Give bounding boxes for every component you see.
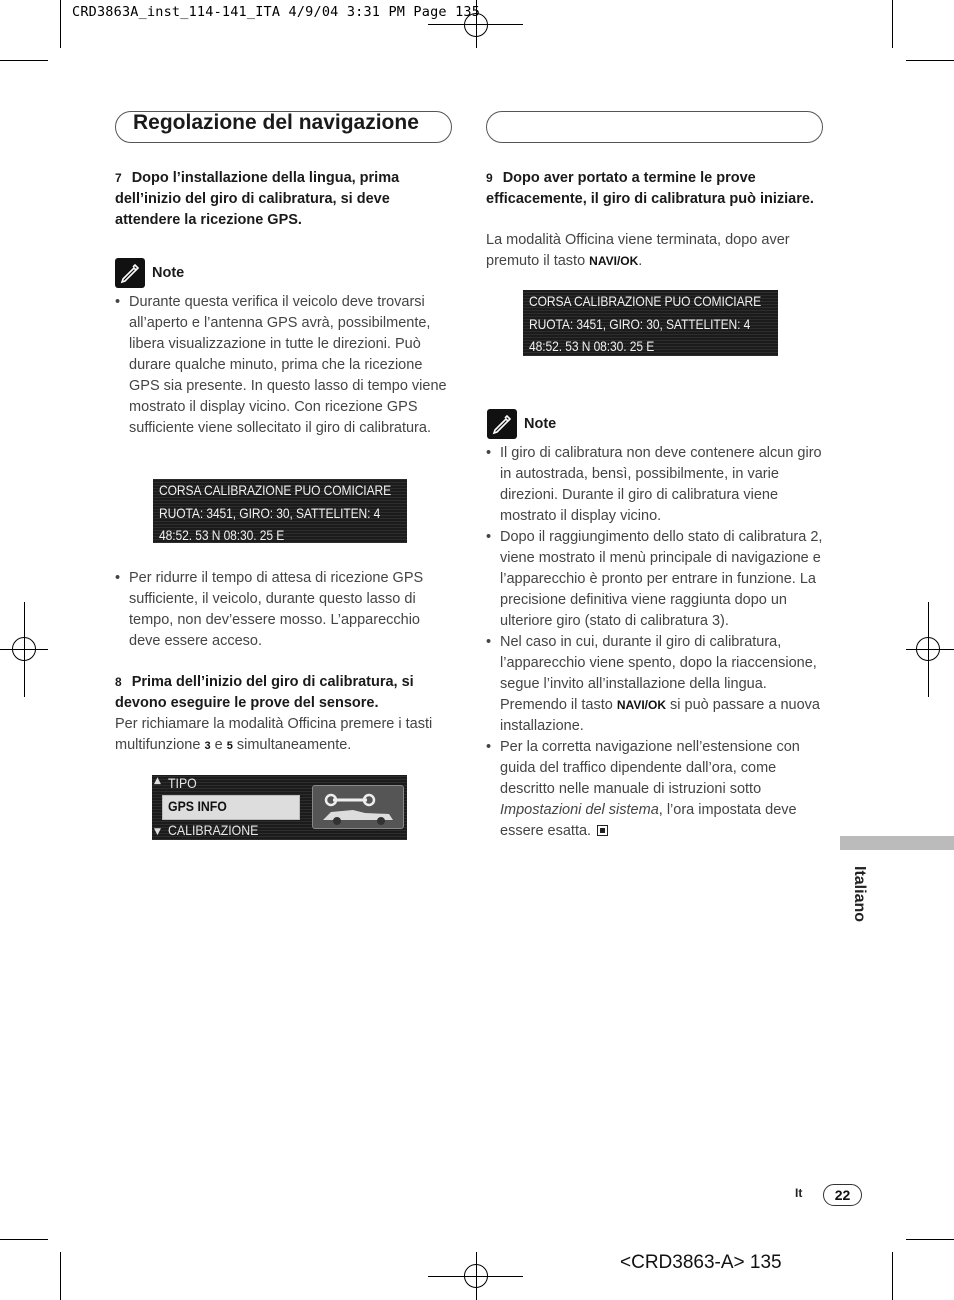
- arrow-down-icon: ▼: [154, 827, 161, 837]
- note-header: [115, 258, 184, 288]
- menu-display: [152, 775, 407, 840]
- step-9-body: La modalità Officina viene terminata, dopo aver premuto il tasto NAVI/OK.: [486, 232, 790, 269]
- lcd-line: RUOTA: 3451, GIRO: 30, SATTELITEN: 4: [529, 315, 751, 332]
- step-9: [486, 168, 826, 210]
- note-header: [487, 409, 556, 439]
- note-list: [115, 568, 455, 652]
- list-item: • Per ridurre il tempo di attesa di ricezione GPS sufficiente, il veicolo, durante questo lasso di tempo, non dev’essere mosso. L’apparecchio deve essere acceso.: [115, 568, 455, 652]
- key-navi-ok: NAVI/OK: [589, 254, 639, 268]
- lcd-display-1: [153, 479, 407, 543]
- crop-mark: [892, 0, 893, 48]
- menu-item-tipo: TIPO: [168, 775, 197, 791]
- page-number: 22: [823, 1184, 862, 1206]
- step-8: [115, 672, 460, 714]
- menu-item-selected: GPS INFO: [162, 795, 300, 820]
- footer-code: <CRD3863-A> 135: [620, 1252, 782, 1273]
- lcd-line: RUOTA: 3451, GIRO: 30, SATTELITEN: 4: [159, 504, 381, 521]
- crop-mark: [0, 1239, 48, 1240]
- menu-item-calibrazione: CALIBRAZIONE: [168, 822, 259, 838]
- step-8-body: Per richiamare la modalità Officina premere i tasti multifunzione 3 e 5 simultaneamente.: [115, 716, 433, 753]
- crop-mark: [60, 1252, 61, 1300]
- list-item: • Dopo il raggiungimento dello stato di calibratura 2, viene mostrato il menù principale di navigazione e l’apparecchio è pronto per entrare in funzione. La precisione definitiva viene raggiunta dopo un ulteriore giro (stato di calibratura 3).: [486, 527, 826, 632]
- lcd-line: CORSA CALIBRAZIONE PUO COMICIARE: [529, 293, 762, 309]
- list-item: • Il giro di calibratura non deve contenere alcun giro in autostrada, bensì, possibilmente, in varie direzioni. Durante il giro di calibratura viene mostrato il display vicino.: [486, 443, 826, 527]
- step-number: 7: [115, 171, 122, 185]
- note-pencil-icon: [487, 409, 517, 439]
- slug-line: CRD3863A_inst_114-141_ITA 4/9/04 3:31 PM Page 135: [72, 4, 481, 20]
- note-pencil-icon: [115, 258, 145, 288]
- note-list: [486, 443, 826, 842]
- wrench-car-icon: [312, 785, 404, 829]
- note-list: [115, 292, 455, 439]
- lcd-line: CORSA CALIBRAZIONE PUO COMICIARE: [159, 482, 392, 498]
- step-7: [115, 168, 455, 231]
- language-label: Italiano: [851, 866, 868, 923]
- language-tab: [840, 836, 954, 850]
- section-title: Regolazione del navigazione: [133, 111, 419, 134]
- step-text: Dopo aver portato a termine le prove efficacemente, il giro di calibratura può iniziare.: [486, 170, 814, 207]
- crop-mark: [906, 60, 954, 61]
- step-number: 9: [486, 171, 493, 185]
- arrow-up-icon: ▲: [154, 776, 161, 786]
- note-label: Note: [152, 265, 185, 281]
- key-5: 5: [226, 740, 233, 752]
- crop-mark: [0, 60, 48, 61]
- lcd-line: 48:52. 53 N 08:30. 25 E: [529, 338, 655, 354]
- list-item: • Per la corretta navigazione nell’estensione con guida del traffico dipendente dall’ora, come descritto nelle manuale di istruzioni sotto Impostazioni del sistema, l’ora impostata deve essere esatta.: [486, 737, 826, 842]
- note-label: Note: [524, 416, 557, 432]
- step-number: 8: [115, 675, 122, 689]
- list-item: • Nel caso in cui, durante il giro di calibratura, l’apparecchio viene spento, dopo la riaccensione, segue l’invito all’installazione della lingua. Premendo il tasto NAVI/OK si può passare a nuova installazione.: [486, 632, 826, 737]
- key-3: 3: [204, 740, 211, 752]
- crop-mark: [892, 1252, 893, 1300]
- crop-mark: [906, 1239, 954, 1240]
- language-code: It: [795, 1186, 803, 1200]
- key-navi-ok: NAVI/OK: [616, 698, 666, 712]
- step-text: Prima dell’inizio del giro di calibratura, si devono eseguire le prove del sensore.: [115, 674, 414, 711]
- end-square-icon: [597, 825, 608, 836]
- lcd-display-2: [523, 290, 778, 356]
- list-item: • Durante questa verifica il veicolo deve trovarsi all’aperto e l’antenna GPS avrà, possibilmente, libera visualizzazione in tutte le direzioni. Può durare qualche minuto, prima che la ricezione GPS sia presente. In questo lasso di tempo viene mostrato il display vicino. Con ricezione GPS sufficiente viene sollecitato il giro di calibratura.: [115, 292, 455, 439]
- section-header-right: [486, 111, 823, 143]
- crop-mark: [60, 0, 61, 48]
- step-text: Dopo l’installazione della lingua, prima dell’inizio del giro di calibratura, si deve attendere la ricezione GPS.: [115, 170, 400, 228]
- lcd-line: 48:52. 53 N 08:30. 25 E: [159, 527, 285, 543]
